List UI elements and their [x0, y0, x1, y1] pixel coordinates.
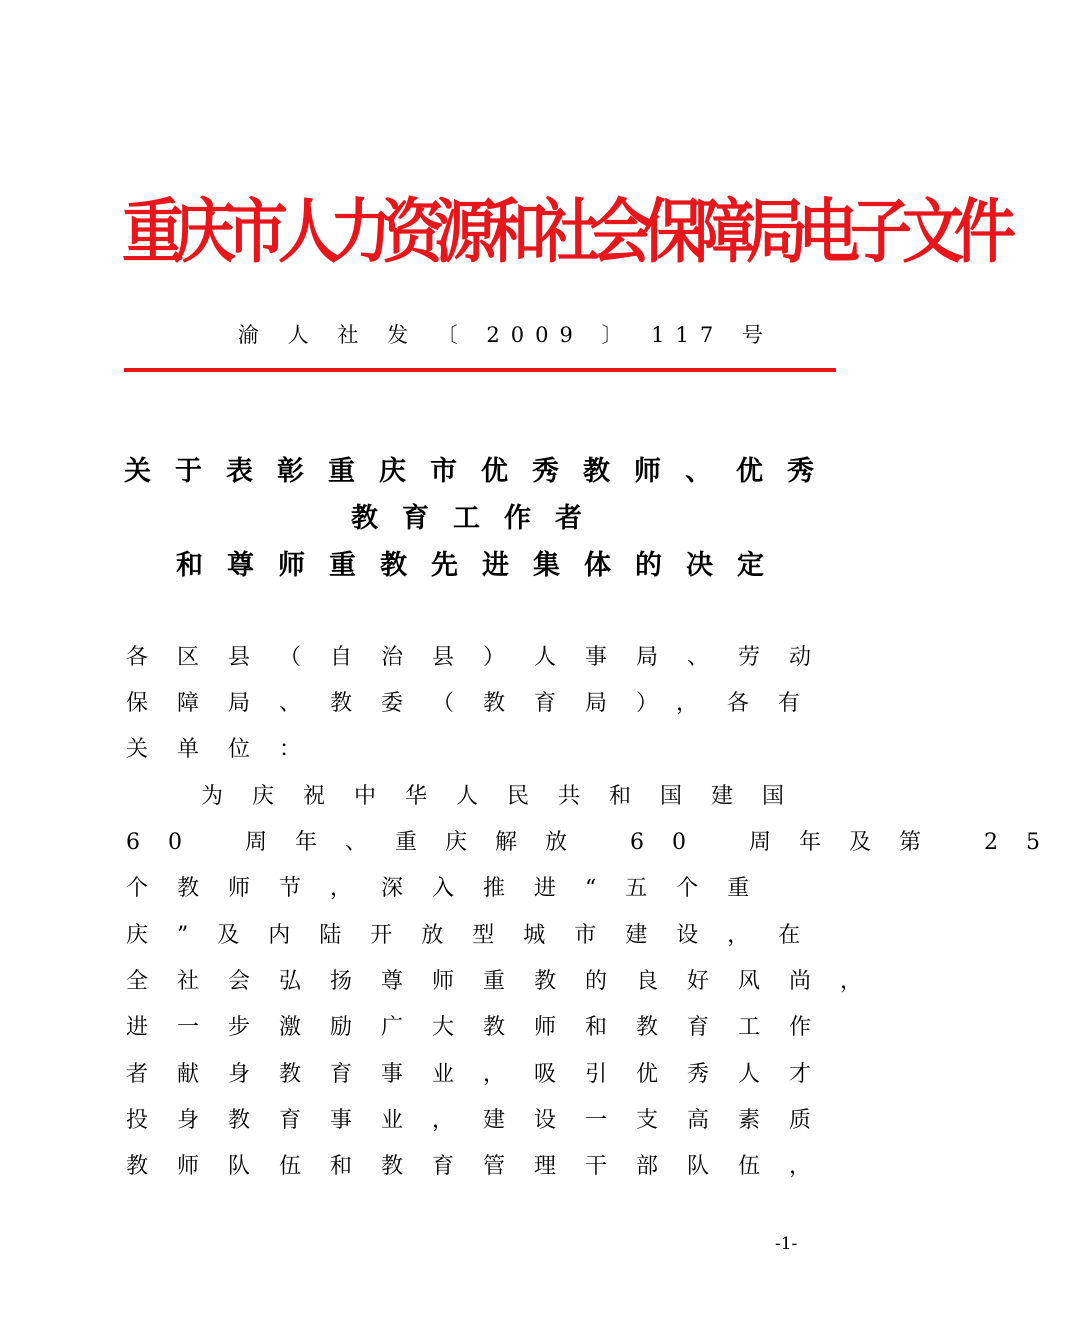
document-number: 渝 人 社 发 〔 2009 〕 117 号	[238, 323, 774, 347]
body-line: 60 周年、重庆解放 60 周年及第 25	[126, 830, 1068, 855]
body-line: 关单位：	[126, 737, 331, 762]
body-line: 者献身教育事业，吸引优秀人才	[126, 1062, 841, 1087]
body-line: 为庆祝中华人民共和国建国	[201, 784, 814, 809]
document-title-line-2: 教育工作者	[351, 503, 606, 534]
agency-header-title: 重庆市人力资源和社会保障局电子文件	[122, 190, 1007, 273]
document-title-line-3: 和尊师重教先进集体的决定	[176, 550, 788, 581]
body-line: 投身教育事业，建设一支高素质	[126, 1108, 841, 1133]
body-line: 各区县（自治县）人事局、劳动	[126, 645, 841, 670]
body-line: 全社会弘扬尊师重教的良好风尚，	[126, 969, 892, 994]
document-title-line-1: 关于表彰重庆市优秀教师、优秀	[124, 456, 838, 487]
page-number: -1-	[775, 1234, 798, 1254]
body-line: 个教师节，深入推进“五个重	[126, 876, 779, 901]
body-line: 进一步激励广大教师和教育工作	[126, 1015, 841, 1040]
body-line: 庆”及内陆开放型城市建设，在	[126, 923, 830, 948]
body-line: 教师队伍和教育管理干部队伍，	[126, 1154, 841, 1179]
header-divider	[124, 368, 836, 372]
body-line: 保障局、教委（教育局），各有	[126, 691, 830, 716]
